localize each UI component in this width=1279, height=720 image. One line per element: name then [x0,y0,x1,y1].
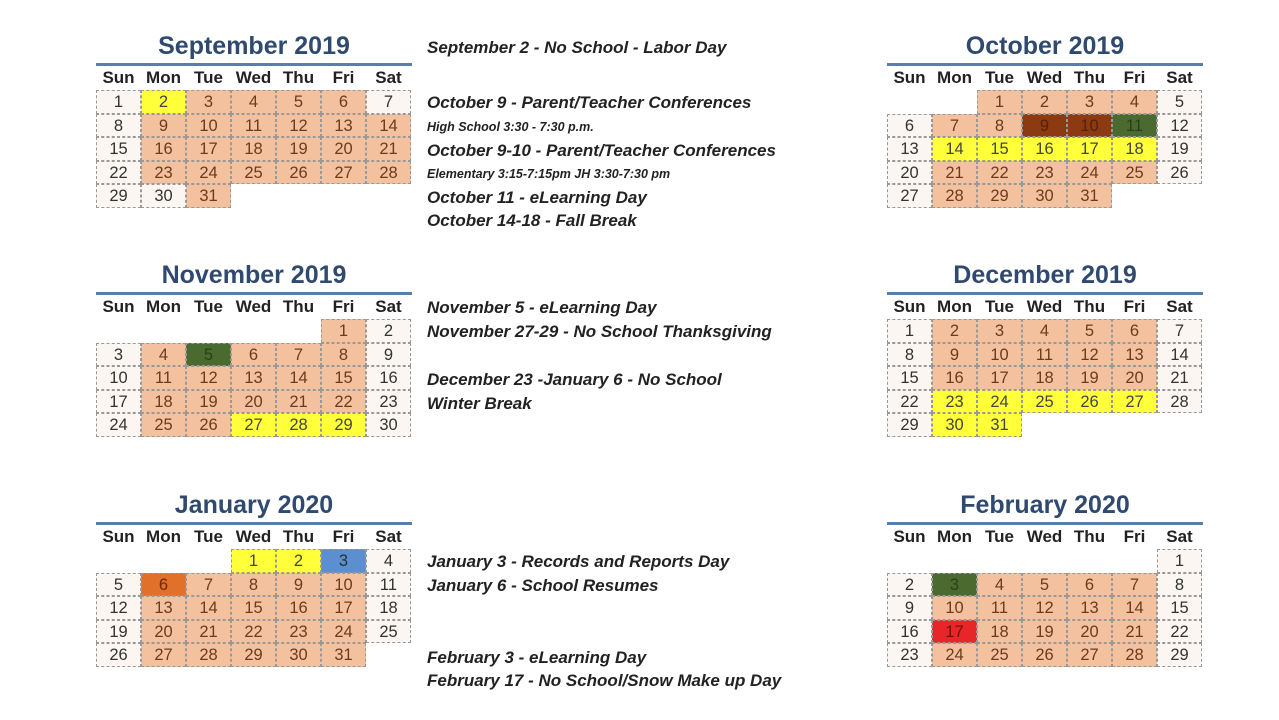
month-title: October 2019 [965,32,1125,60]
day-cell: 5 [1067,319,1112,343]
weekday-label: Sun [893,297,926,316]
day-cell: 27 [321,161,366,185]
day-cell: 27 [141,643,186,667]
day-cell: 13 [1112,343,1157,367]
day-cell: 12 [1157,114,1202,138]
day-cell: 29 [231,643,276,667]
day-cell: 10 [96,366,141,390]
weekday-label: Sat [1166,527,1193,546]
day-grid [96,90,412,208]
day-cell: 22 [321,390,366,414]
day-cell: 31 [186,184,231,208]
day-cell: 13 [1067,596,1112,620]
day-cell: 15 [321,366,366,390]
day-cell: 10 [1067,114,1112,138]
day-cell: 29 [977,184,1022,208]
day-cell: 11 [1022,343,1067,367]
month-title: January 2020 [174,491,334,519]
day-cell: 1 [1157,549,1202,573]
weekday-label: Tue [194,68,223,87]
weekday-label: Wed [235,68,272,87]
day-cell: 21 [276,390,321,414]
empty-cell [276,319,321,343]
weekday-header [887,295,1203,319]
weekday-label: Sat [1166,68,1193,87]
day-cell: 3 [932,573,977,597]
day-cell: 5 [96,573,141,597]
weekday-label: Mon [937,527,972,546]
weekday-label: Sat [1166,297,1193,316]
weekday-label: Thu [282,527,315,546]
day-cell: 26 [96,643,141,667]
day-cell: 7 [186,573,231,597]
day-cell: 11 [977,596,1022,620]
day-cell: 21 [1112,620,1157,644]
day-grid [96,319,412,437]
day-cell: 18 [977,620,1022,644]
day-cell: 12 [1022,596,1067,620]
day-cell: 8 [321,343,366,367]
weekday-label: Tue [985,68,1014,87]
day-cell: 25 [366,620,411,644]
day-cell: 11 [366,573,411,597]
note-school-resumes: January 6 - School Resumes [427,576,659,595]
day-cell: 26 [186,413,231,437]
day-cell: 30 [276,643,321,667]
day-cell: 16 [887,620,932,644]
day-cell: 28 [1157,390,1202,414]
weekday-header [887,66,1203,90]
day-cell: 21 [1157,366,1202,390]
weekday-label: Sat [375,297,402,316]
day-cell: 1 [321,319,366,343]
day-cell: 6 [141,573,186,597]
day-cell: 12 [186,366,231,390]
day-cell: 22 [1157,620,1202,644]
day-cell: 2 [932,319,977,343]
calendar-november-2019 [96,260,412,437]
day-cell: 2 [276,549,321,573]
weekday-header [96,66,412,90]
weekday-label: Tue [194,527,223,546]
empty-cell [887,549,932,573]
day-cell: 3 [186,90,231,114]
day-cell: 8 [1157,573,1202,597]
day-cell: 30 [1022,184,1067,208]
day-cell: 8 [96,114,141,138]
day-cell: 25 [141,413,186,437]
note-labor-day: September 2 - No School - Labor Day [427,38,727,57]
day-cell: 8 [231,573,276,597]
day-cell: 23 [887,643,932,667]
day-cell: 19 [276,137,321,161]
weekday-label: Sun [102,527,135,546]
day-cell: 22 [977,161,1022,185]
day-cell: 13 [321,114,366,138]
day-cell: 16 [1022,137,1067,161]
empty-cell [96,319,141,343]
day-cell: 21 [186,620,231,644]
weekday-label: Mon [146,527,181,546]
day-cell: 15 [1157,596,1202,620]
weekday-label: Thu [1073,297,1106,316]
day-cell: 1 [231,549,276,573]
day-cell: 25 [1022,390,1067,414]
day-cell: 2 [141,90,186,114]
day-cell: 16 [276,596,321,620]
month-title: September 2019 [158,32,350,60]
day-cell: 27 [1112,390,1157,414]
weekday-label: Mon [937,68,972,87]
day-cell: 31 [321,643,366,667]
day-cell: 15 [887,366,932,390]
day-cell: 30 [932,413,977,437]
weekday-label: Sun [102,68,135,87]
day-cell: 29 [1157,643,1202,667]
day-cell: 19 [186,390,231,414]
day-cell: 13 [887,137,932,161]
weekday-label: Wed [1026,68,1063,87]
day-grid [887,549,1203,667]
day-cell: 19 [96,620,141,644]
day-cell: 26 [1157,161,1202,185]
note-feb3-elearning: February 3 - eLearning Day [427,648,647,667]
day-cell: 11 [1112,114,1157,138]
day-cell: 10 [321,573,366,597]
day-cell: 28 [932,184,977,208]
day-cell: 19 [1157,137,1202,161]
day-cell: 6 [1067,573,1112,597]
day-grid [887,319,1203,437]
day-cell: 15 [231,596,276,620]
day-cell: 27 [887,184,932,208]
day-cell: 11 [141,366,186,390]
day-cell: 17 [977,366,1022,390]
empty-cell [932,90,977,114]
day-cell: 15 [977,137,1022,161]
note-winter-break-dates: December 23 -January 6 - No School [427,370,722,389]
note-thanksgiving: November 27-29 - No School Thanksgiving [427,322,772,341]
day-cell: 16 [932,366,977,390]
empty-cell [141,549,186,573]
day-cell: 20 [321,137,366,161]
calendar-january-2020 [96,490,412,667]
day-cell: 23 [932,390,977,414]
day-cell: 19 [1022,620,1067,644]
day-cell: 17 [96,390,141,414]
day-cell: 17 [932,620,977,644]
day-cell: 6 [887,114,932,138]
day-cell: 14 [932,137,977,161]
month-title: December 2019 [953,261,1137,289]
day-cell: 18 [1112,137,1157,161]
day-cell: 27 [231,413,276,437]
empty-cell [96,549,141,573]
day-cell: 27 [1067,643,1112,667]
day-cell: 6 [321,90,366,114]
weekday-label: Fri [1123,68,1146,87]
day-cell: 14 [1157,343,1202,367]
day-cell: 17 [186,137,231,161]
empty-cell [141,319,186,343]
day-cell: 2 [366,319,411,343]
note-high-school-hours: High School 3:30 - 7:30 p.m. [427,120,594,134]
day-cell: 26 [1022,643,1067,667]
weekday-label: Wed [1026,527,1063,546]
day-cell: 1 [96,90,141,114]
weekday-label: Sat [375,527,402,546]
note-fall-break: October 14-18 - Fall Break [427,211,637,230]
empty-cell [186,319,231,343]
day-cell: 3 [96,343,141,367]
day-cell: 8 [887,343,932,367]
weekday-label: Thu [1073,68,1106,87]
day-cell: 2 [887,573,932,597]
day-cell: 12 [276,114,321,138]
month-title: February 2020 [960,491,1130,519]
note-nov5-elearning: November 5 - eLearning Day [427,298,657,317]
weekday-label: Thu [282,297,315,316]
empty-cell [1067,549,1112,573]
day-cell: 28 [1112,643,1157,667]
weekday-label: Wed [1026,297,1063,316]
day-cell: 23 [141,161,186,185]
weekday-label: Fri [1123,297,1146,316]
day-cell: 3 [321,549,366,573]
day-cell: 20 [141,620,186,644]
day-cell: 15 [96,137,141,161]
calendar-december-2019 [887,260,1203,437]
day-cell: 4 [1022,319,1067,343]
day-cell: 25 [977,643,1022,667]
day-cell: 10 [977,343,1022,367]
day-cell: 20 [1112,366,1157,390]
day-cell: 31 [977,413,1022,437]
day-cell: 14 [276,366,321,390]
weekday-label: Tue [194,297,223,316]
weekday-label: Thu [282,68,315,87]
weekday-label: Wed [235,527,272,546]
day-cell: 19 [1067,366,1112,390]
day-cell: 26 [276,161,321,185]
empty-cell [186,549,231,573]
day-cell: 30 [366,413,411,437]
day-cell: 29 [321,413,366,437]
day-cell: 6 [231,343,276,367]
note-oct9-10-conferences: October 9-10 - Parent/Teacher Conferences [427,141,776,160]
day-cell: 22 [887,390,932,414]
day-cell: 12 [96,596,141,620]
day-cell: 18 [1022,366,1067,390]
weekday-label: Sat [375,68,402,87]
day-cell: 9 [141,114,186,138]
day-cell: 6 [1112,319,1157,343]
day-cell: 7 [366,90,411,114]
weekday-label: Fri [332,297,355,316]
day-cell: 7 [1112,573,1157,597]
day-cell: 30 [141,184,186,208]
empty-cell [1022,549,1067,573]
day-cell: 24 [96,413,141,437]
day-cell: 20 [1067,620,1112,644]
day-grid [887,90,1203,208]
weekday-header [96,525,412,549]
day-cell: 10 [932,596,977,620]
note-winter-break: Winter Break [427,394,532,413]
day-cell: 24 [932,643,977,667]
day-cell: 9 [366,343,411,367]
day-cell: 24 [1067,161,1112,185]
day-cell: 24 [321,620,366,644]
day-cell: 31 [1067,184,1112,208]
day-cell: 7 [932,114,977,138]
day-cell: 5 [1022,573,1067,597]
note-records-day: January 3 - Records and Reports Day [427,552,730,571]
day-cell: 22 [231,620,276,644]
day-cell: 16 [141,137,186,161]
day-cell: 24 [186,161,231,185]
weekday-label: Tue [985,297,1014,316]
day-cell: 5 [186,343,231,367]
day-cell: 20 [887,161,932,185]
note-oct11-elearning: October 11 - eLearning Day [427,188,647,207]
day-cell: 9 [1022,114,1067,138]
day-cell: 12 [1067,343,1112,367]
note-feb17-snow-day: February 17 - No School/Snow Make up Day [427,671,782,690]
day-cell: 14 [1112,596,1157,620]
day-cell: 21 [932,161,977,185]
day-cell: 18 [141,390,186,414]
calendar-september-2019 [96,31,412,208]
day-cell: 1 [887,319,932,343]
day-cell: 14 [366,114,411,138]
weekday-label: Fri [332,527,355,546]
day-cell: 29 [887,413,932,437]
empty-cell [1112,549,1157,573]
day-cell: 23 [366,390,411,414]
weekday-label: Tue [985,527,1014,546]
day-cell: 22 [96,161,141,185]
day-cell: 23 [1022,161,1067,185]
month-title: November 2019 [161,261,347,289]
day-cell: 4 [1112,90,1157,114]
day-cell: 26 [1067,390,1112,414]
weekday-label: Sun [893,68,926,87]
day-cell: 5 [276,90,321,114]
note-elementary-hours: Elementary 3:15-7:15pm JH 3:30-7:30 pm [427,167,671,181]
day-cell: 28 [276,413,321,437]
weekday-label: Sun [893,527,926,546]
day-cell: 7 [1157,319,1202,343]
day-cell: 18 [366,596,411,620]
weekday-label: Sun [102,297,135,316]
day-cell: 7 [276,343,321,367]
calendar-february-2020 [887,490,1203,667]
day-cell: 23 [276,620,321,644]
day-cell: 1 [977,90,1022,114]
day-cell: 9 [276,573,321,597]
day-grid [96,549,412,667]
day-cell: 4 [977,573,1022,597]
day-cell: 29 [96,184,141,208]
day-cell: 4 [141,343,186,367]
day-cell: 3 [977,319,1022,343]
note-oct9-conferences: October 9 - Parent/Teacher Conferences [427,93,752,112]
day-cell: 17 [1067,137,1112,161]
day-cell: 18 [231,137,276,161]
day-cell: 13 [231,366,276,390]
weekday-label: Wed [235,297,272,316]
empty-cell [932,549,977,573]
day-cell: 13 [141,596,186,620]
weekday-label: Fri [332,68,355,87]
day-cell: 28 [186,643,231,667]
day-cell: 25 [231,161,276,185]
day-cell: 16 [366,366,411,390]
day-cell: 14 [186,596,231,620]
day-cell: 24 [977,390,1022,414]
weekday-label: Mon [146,297,181,316]
day-cell: 5 [1157,90,1202,114]
day-cell: 21 [366,137,411,161]
day-cell: 11 [231,114,276,138]
day-cell: 4 [366,549,411,573]
day-cell: 8 [977,114,1022,138]
day-cell: 3 [1067,90,1112,114]
weekday-label: Mon [146,68,181,87]
empty-cell [231,319,276,343]
weekday-header [96,295,412,319]
empty-cell [977,549,1022,573]
day-cell: 25 [1112,161,1157,185]
day-cell: 17 [321,596,366,620]
day-cell: 9 [887,596,932,620]
calendar-october-2019 [887,31,1203,208]
day-cell: 4 [231,90,276,114]
day-cell: 20 [231,390,276,414]
empty-cell [887,90,932,114]
day-cell: 28 [366,161,411,185]
day-cell: 10 [186,114,231,138]
day-cell: 9 [932,343,977,367]
weekday-label: Thu [1073,527,1106,546]
weekday-label: Fri [1123,527,1146,546]
weekday-label: Mon [937,297,972,316]
day-cell: 2 [1022,90,1067,114]
weekday-header [887,525,1203,549]
